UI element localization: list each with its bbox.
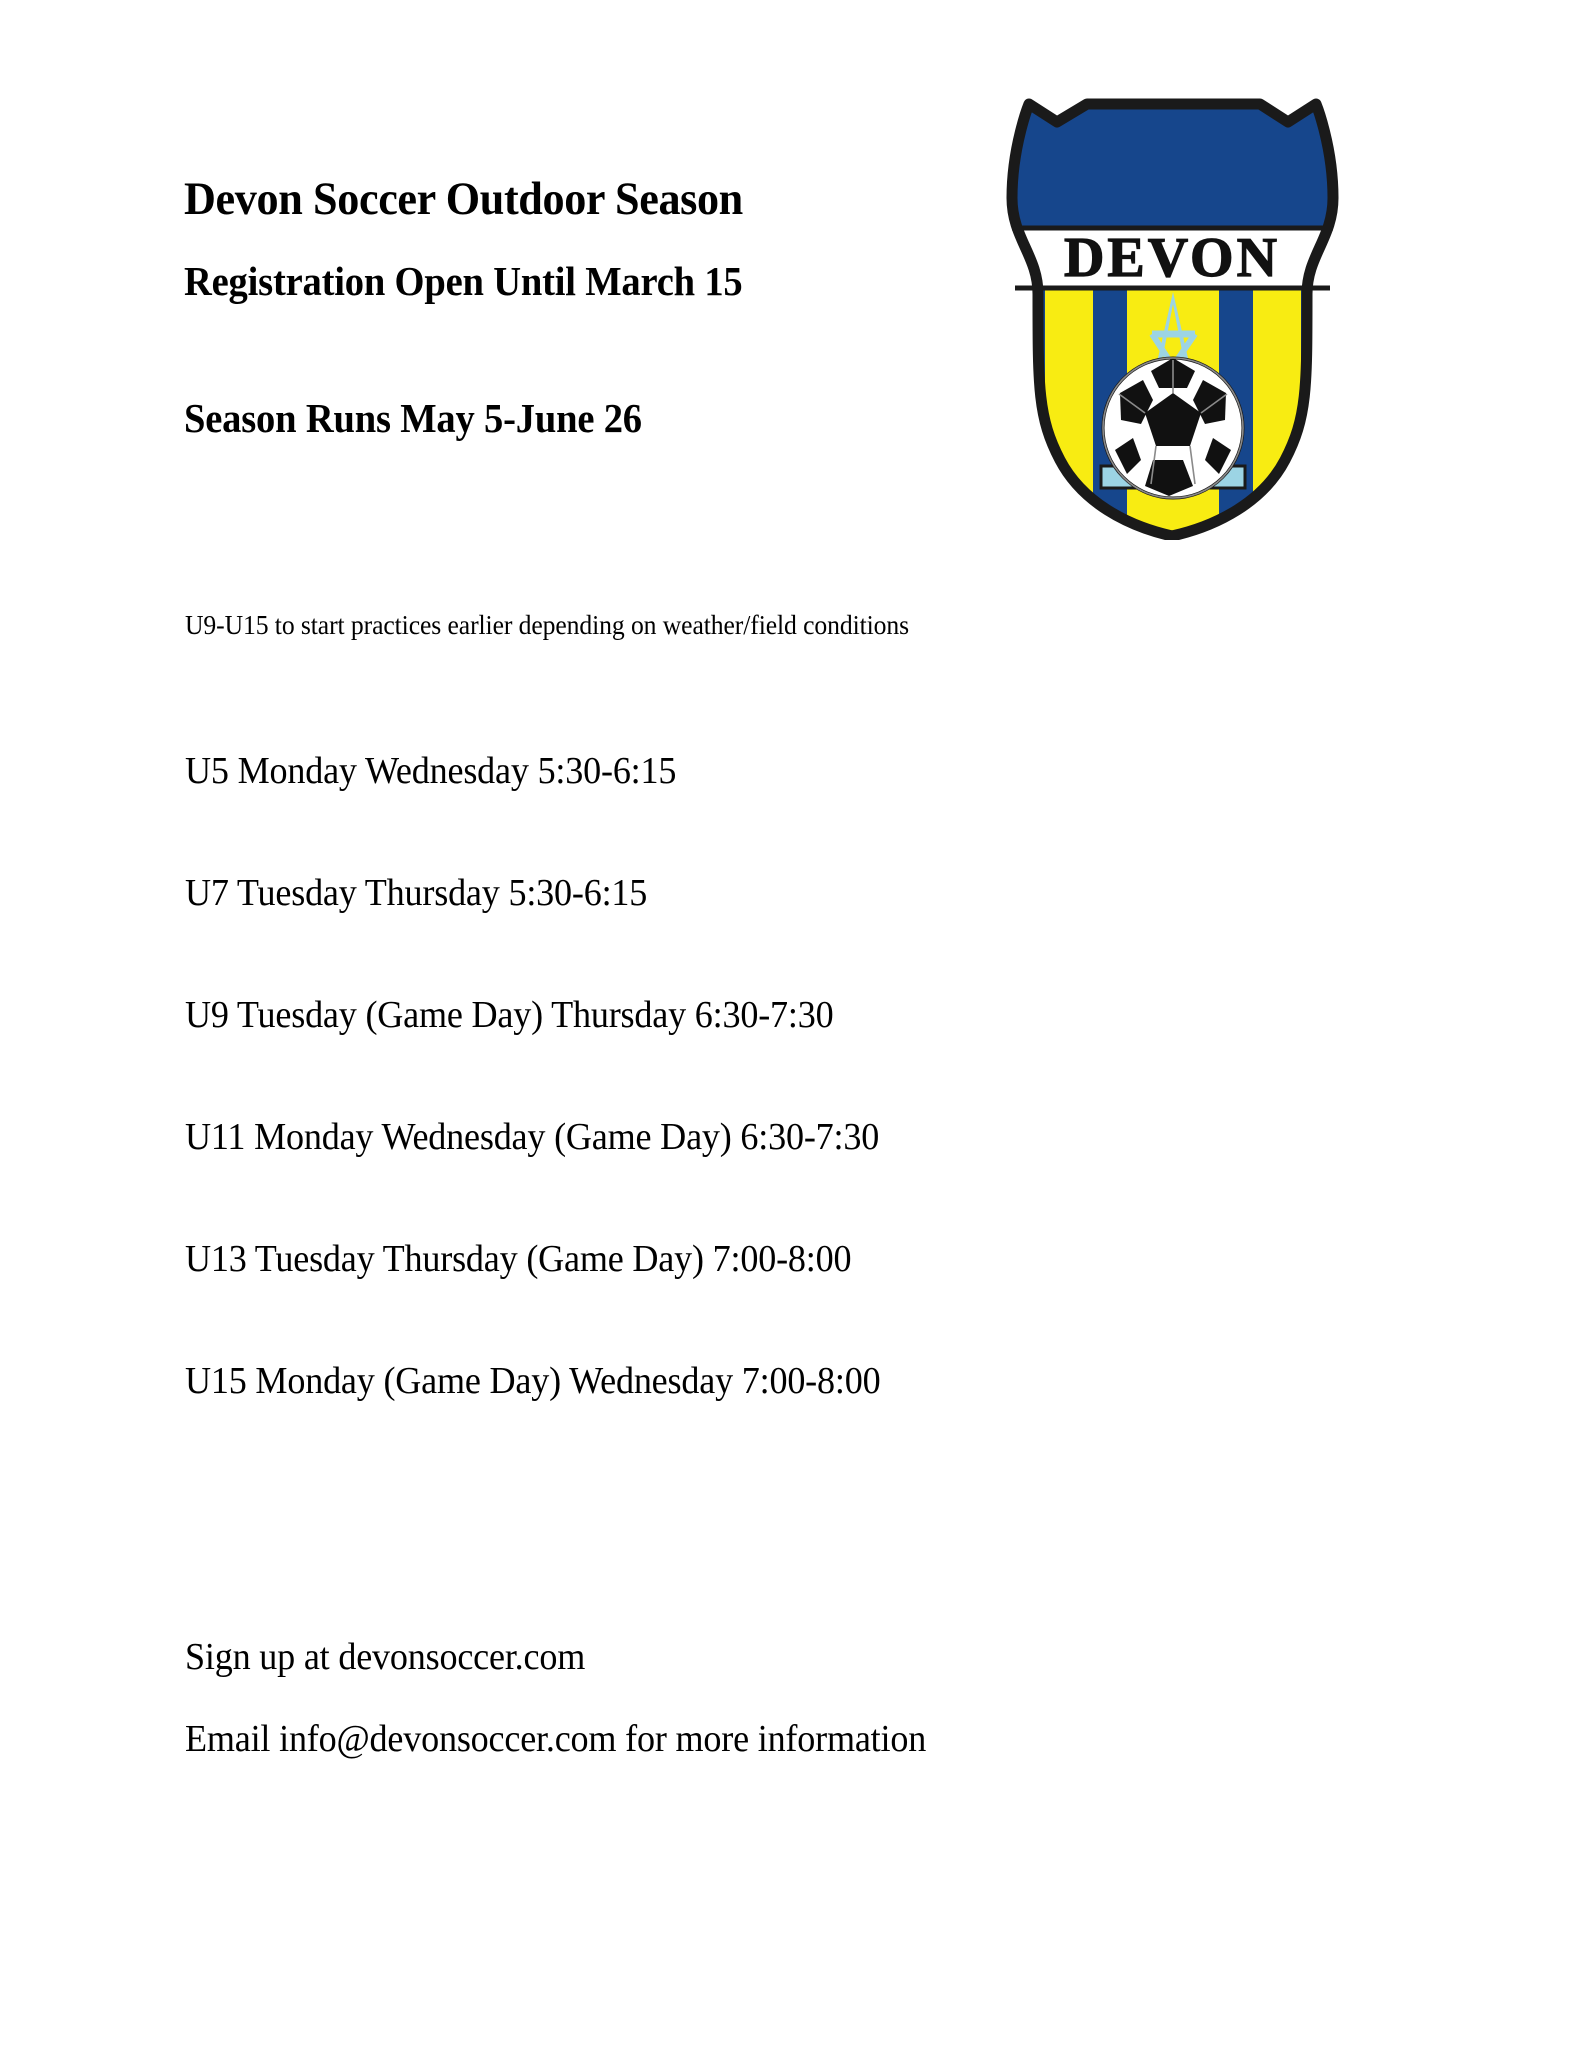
heading-block — [184, 173, 1004, 441]
list-item: U9 Tuesday (Game Day) Thursday 6:30-7:30 — [185, 994, 834, 1036]
season-dates-heading: Season Runs May 5-June 26 — [184, 395, 642, 441]
list-item: U11 Monday Wednesday (Game Day) 6:30-7:30 — [185, 1116, 880, 1158]
contact-block — [185, 1638, 1385, 1776]
schedule-list — [185, 752, 1385, 1424]
list-item: U15 Monday (Game Day) Wednesday 7:00-8:00 — [185, 1360, 881, 1402]
list-item: U7 Tuesday Thursday 5:30-6:15 — [185, 872, 648, 914]
practice-note: U9-U15 to start practices earlier depending on weather/field conditions — [185, 610, 910, 640]
devon-soccer-crest-icon — [955, 88, 1390, 540]
registration-deadline-heading: Registration Open Until March 15 — [184, 258, 743, 304]
signup-line: Sign up at devonsoccer.com — [185, 1636, 586, 1678]
list-item: U13 Tuesday Thursday (Game Day) 7:00-8:00 — [185, 1238, 852, 1280]
page-title: Devon Soccer Outdoor Season — [184, 173, 743, 225]
list-item: U5 Monday Wednesday 5:30-6:15 — [185, 750, 677, 792]
email-line: Email info@devonsoccer.com for more information — [185, 1718, 927, 1760]
crest-wordmark: DEVON — [1063, 227, 1281, 289]
